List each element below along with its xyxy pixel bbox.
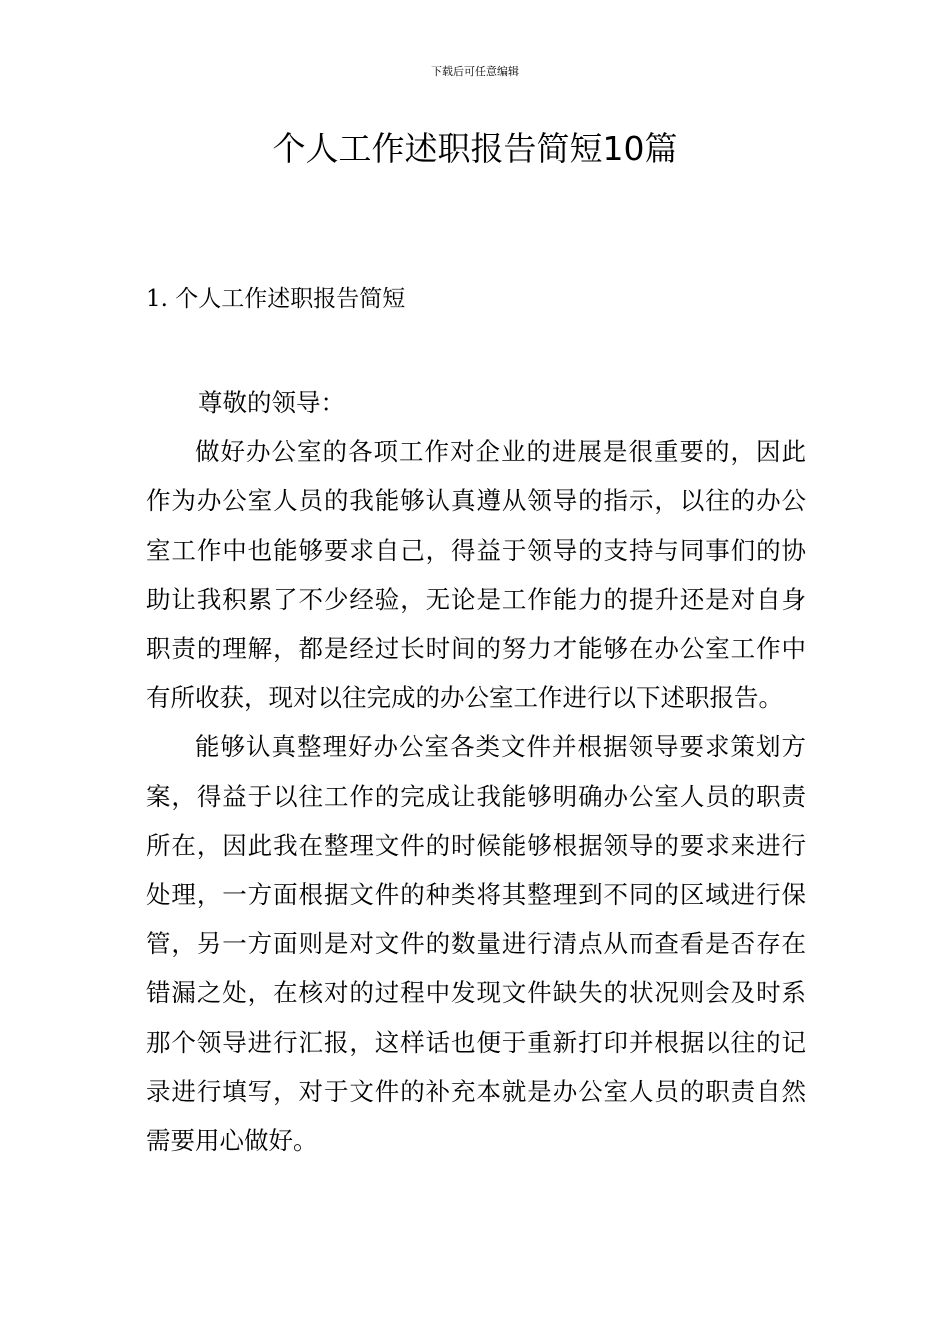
body-paragraph-1: 做好办公室的各项工作对企业的进展是很重要的，因此作为办公室人员的我能够认真遵从领导的指示，以往的办公室工作中也能够要求自己，得益于领导的支持与同事们的协助让我积累了不少经验，无论是工作能力的提升还是对自身职责的理解，都是经过长时间的努力才能够在办公室工作中有所收获，现对以往完成的办公室工作进行以下述职报告。: [146, 437, 806, 713]
salutation: 尊敬的领导：: [198, 388, 345, 417]
section-heading: 1. 个人工作述职报告简短: [146, 286, 406, 312]
header-note: 下载后可任意编辑: [431, 65, 519, 78]
section-body: [146, 378, 806, 1165]
document-title: 个人工作述职报告简短10篇: [272, 129, 678, 168]
body-paragraph-2: 能够认真整理好办公室各类文件并根据领导要求策划方案，得益于以往工作的完成让我能够明确办公室人员的职责所在，因此我在整理文件的时候能够根据领导的要求来进行处理，一方面根据文件的种类将其整理到不同的区域进行保管，另一方面则是对文件的数量进行清点从而查看是否存在错漏之处，在核对的过程中发现文件缺失的状况则会及时系那个领导进行汇报，这样话也便于重新打印并根据以往的记录进行填写，对于文件的补充本就是办公室人员的职责自然需要用心做好。: [146, 732, 806, 1156]
